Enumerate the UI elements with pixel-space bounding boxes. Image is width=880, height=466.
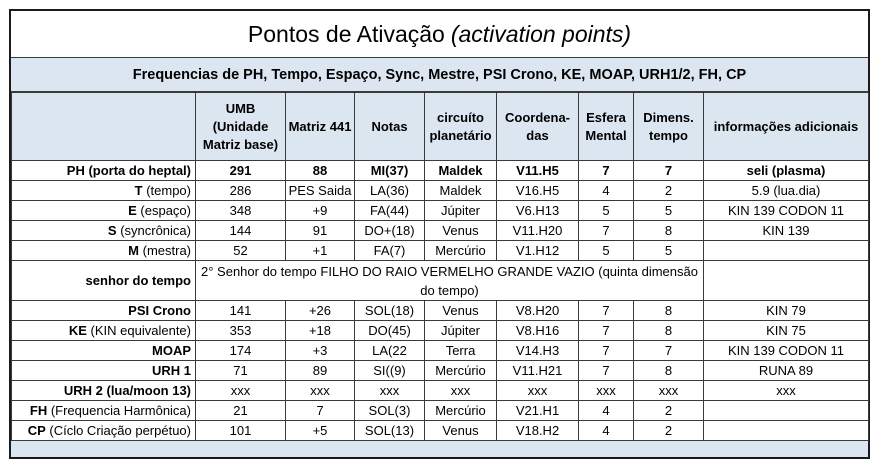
table-cell: SOL(13) (355, 421, 425, 441)
table-cell: 7 (579, 341, 634, 361)
table-cell: MI(37) (355, 161, 425, 181)
table-cell: 7 (286, 401, 355, 421)
table-cell: KIN 139 CODON 11 (704, 201, 869, 221)
table-cell: FA(44) (355, 201, 425, 221)
table-cell: xxx (497, 381, 579, 401)
header-cell: Notas (355, 93, 425, 161)
table-cell: 141 (196, 301, 286, 321)
table-cell: FA(7) (355, 241, 425, 261)
table-cell: 5 (579, 201, 634, 221)
senhor-row (12, 261, 869, 301)
table-cell (704, 421, 869, 441)
header-cell: UMB (Unidade Matriz base) (196, 93, 286, 161)
row-label (12, 421, 196, 441)
table-cell: xxx (704, 381, 869, 401)
table-cell: 7 (634, 161, 704, 181)
table-cell: 174 (196, 341, 286, 361)
table-cell: 4 (579, 421, 634, 441)
table-cell: Mercúrio (425, 241, 497, 261)
table-cell: xxx (286, 381, 355, 401)
table-row (12, 161, 869, 181)
table-row (12, 201, 869, 221)
table-cell: 2 (634, 421, 704, 441)
table-cell: 2 (634, 181, 704, 201)
table-cell: 7 (579, 221, 634, 241)
table-cell: V18.H2 (497, 421, 579, 441)
table-cell: Venus (425, 421, 497, 441)
table-cell: 8 (634, 361, 704, 381)
table-row (12, 301, 869, 321)
table-cell: +18 (286, 321, 355, 341)
table-cell: SOL(3) (355, 401, 425, 421)
table-cell: 52 (196, 241, 286, 261)
table-row (12, 321, 869, 341)
table-cell: V11.H21 (497, 361, 579, 381)
table-cell: 7 (634, 341, 704, 361)
table-cell: KIN 79 (704, 301, 869, 321)
table-cell: KIN 139 CODON 11 (704, 341, 869, 361)
row-label-main: PH (porta do heptal) (66, 163, 191, 178)
table-cell: 4 (579, 181, 634, 201)
table-cell: V6.H13 (497, 201, 579, 221)
title-italic: (activation points) (450, 20, 632, 47)
row-label (12, 181, 196, 201)
row-label-main: MOAP (152, 343, 191, 358)
table-row (12, 341, 869, 361)
row-label (12, 381, 196, 401)
table-cell: SOL(18) (355, 301, 425, 321)
table-cell: V21.H1 (497, 401, 579, 421)
row-label (12, 201, 196, 221)
header-cell: informações adicionais (704, 93, 869, 161)
row-label-sub: (KIN equivalente) (86, 323, 191, 338)
table-cell: 88 (286, 161, 355, 181)
table-cell: seli (plasma) (704, 161, 869, 181)
table-row (12, 361, 869, 381)
table-cell: +26 (286, 301, 355, 321)
row-label-sub: (syncrônica) (116, 223, 191, 238)
table-cell: xxx (425, 381, 497, 401)
senhor-label: senhor do tempo (12, 261, 196, 301)
row-label-main: URH 1 (151, 363, 191, 378)
table-cell (704, 401, 869, 421)
table-cell: 91 (286, 221, 355, 241)
table-cell: 348 (196, 201, 286, 221)
row-label-sub: (Frequencia Harmônica) (47, 403, 191, 418)
header-row (12, 93, 869, 161)
table-cell: Mercúrio (425, 401, 497, 421)
table-cell: 144 (196, 221, 286, 241)
row-label (12, 221, 196, 241)
table-cell: 8 (634, 321, 704, 341)
row-label-main: M (128, 243, 139, 258)
table-cell: 7 (579, 361, 634, 381)
row-label (12, 321, 196, 341)
table-cell: V1.H12 (497, 241, 579, 261)
table-cell: SI((9) (355, 361, 425, 381)
row-label-main: PSI Crono (128, 303, 191, 318)
table-cell: 2 (634, 401, 704, 421)
table-cell: 89 (286, 361, 355, 381)
table-cell: DO(45) (355, 321, 425, 341)
table-row (12, 241, 869, 261)
table-cell: 291 (196, 161, 286, 181)
table-row (12, 381, 869, 401)
row-label (12, 361, 196, 381)
table-cell: Júpiter (425, 321, 497, 341)
row-label (12, 341, 196, 361)
table-cell: V14.H3 (497, 341, 579, 361)
row-label-main: T (134, 183, 143, 198)
table-cell: 286 (196, 181, 286, 201)
table-cell: +3 (286, 341, 355, 361)
table-cell: V11.H5 (497, 161, 579, 181)
table-cell: Mercúrio (425, 361, 497, 381)
table-cell: +1 (286, 241, 355, 261)
table-cell: Maldek (425, 161, 497, 181)
row-label-main: CP (27, 423, 46, 438)
row-label-sub: (tempo) (142, 183, 191, 198)
table-cell: V8.H20 (497, 301, 579, 321)
table-cell: 5 (634, 201, 704, 221)
table-cell: 5.9 (lua.dia) (704, 181, 869, 201)
table-cell: KIN 139 (704, 221, 869, 241)
header-cell: Matriz 441 (286, 93, 355, 161)
table-cell: V8.H16 (497, 321, 579, 341)
row-label-main: FH (29, 403, 48, 418)
table-cell: 5 (579, 241, 634, 261)
table-cell: Júpiter (425, 201, 497, 221)
table-cell: 353 (196, 321, 286, 341)
header-cell: Coordena-das (497, 93, 579, 161)
table-cell: 7 (579, 321, 634, 341)
header-cell: Esfera Mental (579, 93, 634, 161)
table-cell: Venus (425, 301, 497, 321)
table-cell: 7 (579, 161, 634, 181)
header-cell: circuíto planetário (425, 93, 497, 161)
row-label (12, 301, 196, 321)
row-label-main: E (128, 203, 137, 218)
table-subtitle: Frequencias de PH, Tempo, Espaço, Sync, Mestre, PSI Crono, KE, MOAP, URH1/2, FH, CP (11, 58, 868, 92)
table-cell: 8 (634, 221, 704, 241)
table-cell: 101 (196, 421, 286, 441)
table-cell: xxx (579, 381, 634, 401)
table-row (12, 401, 869, 421)
title-main: Pontos de Ativação (247, 20, 445, 47)
table-cell: +5 (286, 421, 355, 441)
table-cell (704, 241, 869, 261)
header-cell (12, 93, 196, 161)
table-cell: Maldek (425, 181, 497, 201)
table-cell: 7 (579, 301, 634, 321)
table-cell: xxx (355, 381, 425, 401)
table-cell: 21 (196, 401, 286, 421)
table-cell: LA(22 (355, 341, 425, 361)
table-cell: DO+(18) (355, 221, 425, 241)
table-cell: xxx (634, 381, 704, 401)
activation-points-table-frame (9, 9, 870, 459)
table-cell: RUNA 89 (704, 361, 869, 381)
table-cell: KIN 75 (704, 321, 869, 341)
row-label-main: URH 2 (lua/moon 13) (63, 383, 191, 398)
table-cell: LA(36) (355, 181, 425, 201)
activation-points-grid (11, 92, 869, 441)
row-label-main: KE (68, 323, 87, 338)
table-cell: 8 (634, 301, 704, 321)
table-cell: +9 (286, 201, 355, 221)
row-label-sub: (Cíclo Criação perpétuo) (45, 423, 191, 438)
row-label-sub: (mestra) (139, 243, 191, 258)
table-cell: PES Saida (286, 181, 355, 201)
table-row (12, 221, 869, 241)
header-cell: Dimens. tempo (634, 93, 704, 161)
row-label (12, 401, 196, 421)
table-cell: Terra (425, 341, 497, 361)
table-row (12, 421, 869, 441)
table-title (11, 11, 868, 58)
table-cell: 5 (634, 241, 704, 261)
senhor-note: 2° Senhor do tempo FILHO DO RAIO VERMELHO GRANDE VAZIO (quinta dimensão do tempo) (196, 261, 704, 301)
table-cell: 71 (196, 361, 286, 381)
row-label-sub: (espaço) (136, 203, 191, 218)
table-cell: xxx (196, 381, 286, 401)
row-label-main: S (107, 223, 117, 238)
row-label (12, 241, 196, 261)
table-cell: 4 (579, 401, 634, 421)
table-cell (704, 261, 869, 301)
table-row (12, 181, 869, 201)
table-cell: Venus (425, 221, 497, 241)
row-label (12, 161, 196, 181)
table-cell: V11.H20 (497, 221, 579, 241)
table-cell: V16.H5 (497, 181, 579, 201)
